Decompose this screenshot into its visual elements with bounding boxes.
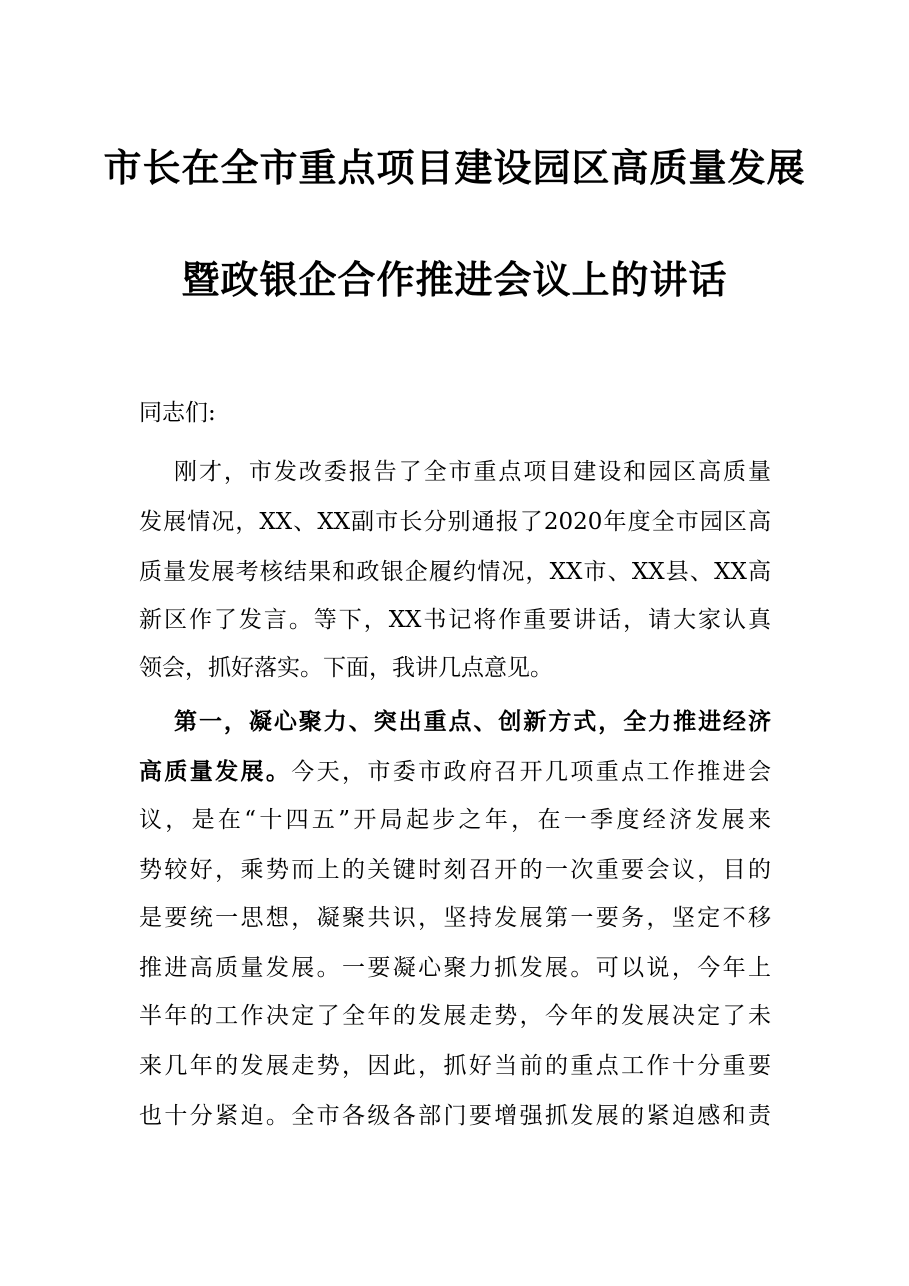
paragraph-1-line: 领会，抓好落实。下面，我讲几点意见。 — [139, 655, 553, 681]
document-title-line-2: 暨政银企合作推进会议上的讲话 — [181, 257, 728, 302]
paragraph-1-line: 刚才，市发改委报告了全市重点项目建设和园区高质量 — [174, 459, 771, 485]
paragraph-1-line: 新区作了发言。等下，XX书记将作重要讲话，请大家认真 — [139, 607, 771, 633]
paragraph-2-line: 推进高质量发展。一要凝心聚力抓发展。可以说，今年上 — [139, 955, 771, 981]
paragraph-2-line: 势较好，乘势而上的关键时刻召开的一次重要会议，目的 — [139, 857, 771, 883]
paragraph-2-line — [139, 757, 771, 787]
paragraph-2-line-rest: 今天，市委市政府召开几项重点工作推进会 — [291, 759, 771, 785]
salutation: 同志们: — [139, 400, 216, 426]
document-title-line-1: 市长在全市重点项目建设园区高质量发展 — [103, 145, 806, 190]
paragraph-1-line: 发展情况，XX、XX副市长分别通报了2020年度全市园区高 — [139, 509, 771, 535]
paragraph-2-heading-line: 第一，凝心聚力、突出重点、创新方式，全力推进经济 — [174, 708, 771, 735]
paragraph-2-line: 也十分紧迫。全市各级各部门要增强抓发展的紧迫感和责 — [139, 1103, 771, 1129]
paragraph-2-line: 是要统一思想，凝聚共识，坚持发展第一要务，坚定不移 — [139, 905, 771, 931]
paragraph-2-line: 半年的工作决定了全年的发展走势，今年的发展决定了未 — [139, 1003, 771, 1029]
paragraph-1-line: 质量发展考核结果和政银企履约情况，XX市、XX县、XX高 — [139, 559, 771, 585]
paragraph-2-line: 议，是在“十四五”开局起步之年，在一季度经济发展来 — [139, 807, 771, 833]
paragraph-2-heading-end: 高质量发展。 — [139, 758, 292, 785]
paragraph-2-line: 来几年的发展走势，因此，抓好当前的重点工作十分重要 — [139, 1053, 771, 1079]
